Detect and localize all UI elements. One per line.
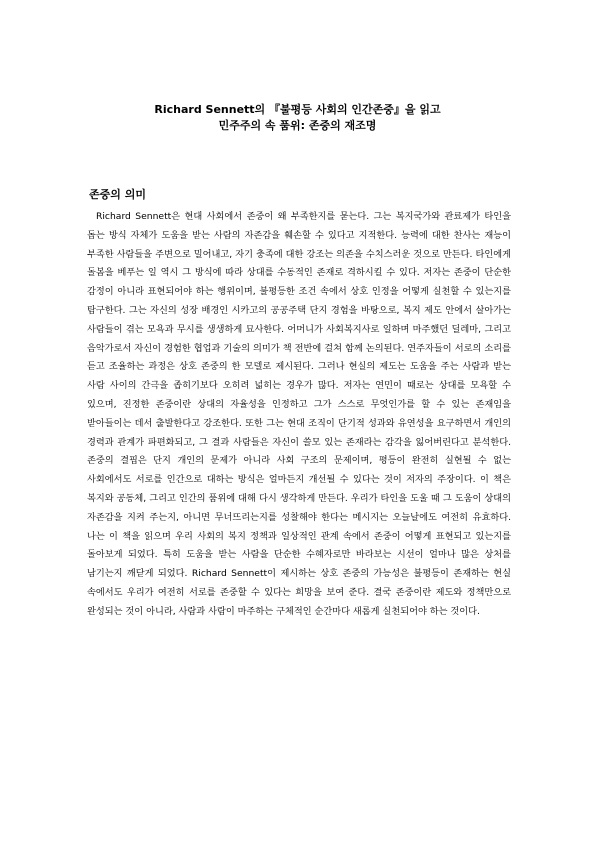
document-title: Richard Sennett의 『불평등 사회의 인간존중』을 읽고 [154,103,441,116]
section-heading: 존중의 의미 [89,188,146,201]
body-paragraph: Richard Sennett은 현대 사회에서 존중이 왜 부족한지를 묻는다. 그는 복지국가와 관료제가 타인을 돕는 방식 자체가 도움을 받는 사람의 자존감을 훼손할 수 있다고 지적한다. 능력에 대한 찬사는 재능이 부족한 사람들을 주변으로 밀어내고, 자기 충족에 대한 강조는 의존을 수치스러운 것으로 만든다. 타인에게 돌봄을 베푸는 일 역시 그 방식에 따라 상대를 수동적인 존재로 격하시킬 수 있다. 저자는 존중이 단순한 감정이 아니라 표현되어야 하는 행위이며, 불평등한 조건 속에서 상호 인정을 어떻게 실천할 수 있는지를 탐구한다. 그는 자신의 성장 배경인 시카고의 공공주택 단지 경험을 바탕으로, 복지 제도 안에서 살아가는 사람들이 겪는 모욕과 무시를 생생하게 묘사한다. 어머니가 사회복지사로 일하며 마주했던 딜레마, 그리고 음악가로서 자신이 경험한 협업과 기술의 의미가 책 전반에 걸쳐 함께 논의된다. 연주자들이 서로의 소리를 듣고 조율하는 과정은 상호 존중의 한 모델로 제시된다. 그러나 현실의 제도는 도움을 주는 사람과 받는 사람 사이의 간극을 좁히기보다 오히려 넓히는 경우가 많다. 저자는 연민이 때로는 상대를 모욕할 수 있으며, 진정한 존중이란 상대의 자율성을 인정하고 그가 스스로 무엇인가를 할 수 있는 존재임을 받아들이는 데서 출발한다고 강조한다. 또한 그는 현대 조직이 단기적 성과와 유연성을 요구하면서 개인의 경력과 관계가 파편화되고, 그 결과 사람들은 자신이 쓸모 있는 존재라는 감각을 잃어버린다고 분석한다. 존중의 결핍은 단지 개인의 문제가 아니라 사회 구조의 문제이며, 평등이 완전히 실현될 수 없는 사회에서도 서로를 인간으로 대하는 방식은 얼마든지 개선될 수 있다는 것이 저자의 주장이다. 이 책은 복지와 공동체, 그리고 인간의 품위에 대해 다시 생각하게 만든다. 우리가 타인을 도울 때 그 도움이 상대의 자존감을 지켜 주는지, 아니면 무너뜨리는지를 성찰해야 한다는 메시지는 오늘날에도 여전히 유효하다. 나는 이 책을 읽으며 우리 사회의 복지 정책과 일상적인 관계 속에서 존중이 어떻게 표현되고 있는지를 돌아보게 되었다. 특히 도움을 받는 사람을 단순한 수혜자로만 바라보는 시선이 얼마나 많은 상처를 남기는지 깨닫게 되었다. Richard Sennett이 제시하는 상호 존중의 가능성은 불평등이 존재하는 현실 속에서도 우리가 여전히 서로를 존중할 수 있다는 희망을 보여 준다. 결국 존중이란 제도와 정책만으로 완성되는 것이 아니라, 사람과 사람이 마주하는 구체적인 순간마다 새롭게 실천되어야 하는 것이다. [87,211,511,617]
document-subtitle: 민주주의 속 품위: 존중의 재조명 [218,119,377,132]
